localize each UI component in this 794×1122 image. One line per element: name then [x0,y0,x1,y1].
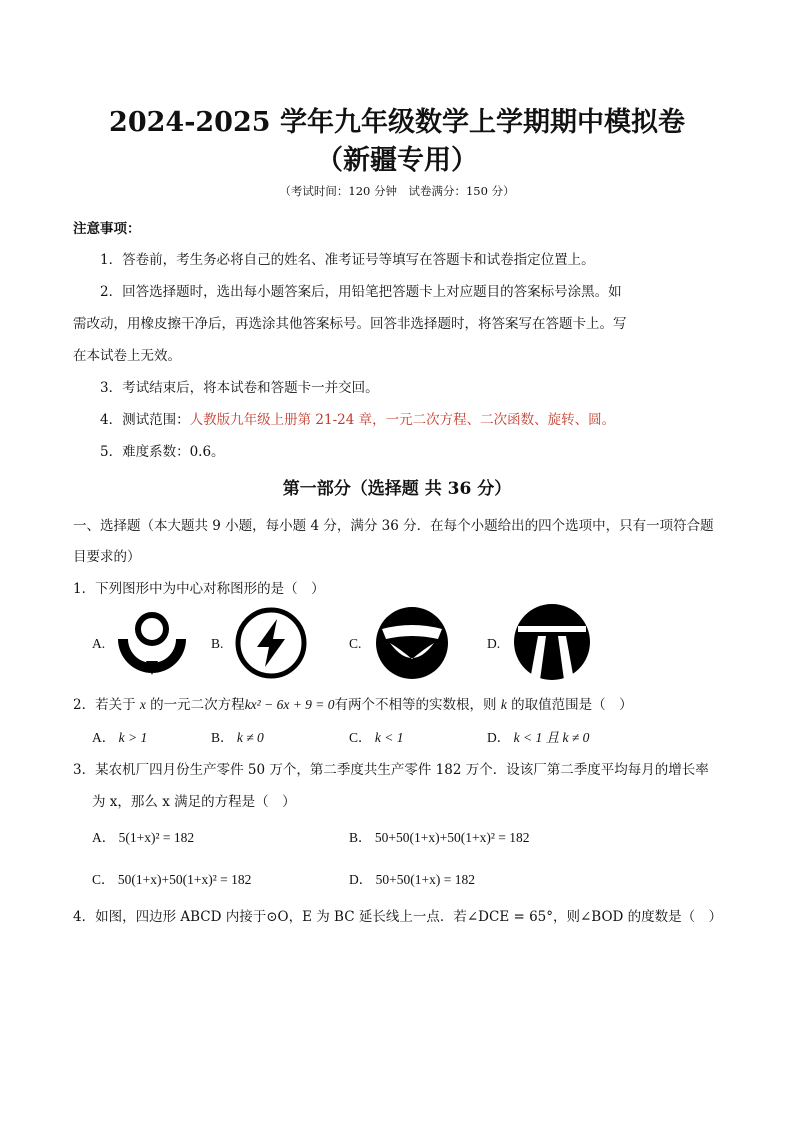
q2-option-c-value: k < 1 [374,730,404,745]
note-4-range: 人教版九年级上册第 21-24 章，一元二次方程、二次函数、旋转、圆。 [189,412,616,428]
section-intro-a: 一、选择题（本大题共 9 小题，每小题 4 分，满分 36 分．在每个小题给出的四个选项中，只有一项符合题 [73,518,714,534]
note-1: 1．答卷前，考生务必将自己的姓名、准考证号等填写在答题卡和试卷指定位置上。 [100,252,595,268]
q3-option-b [349,826,530,846]
q1-label-a: A. [92,636,106,651]
q2-option-d [487,726,589,746]
q4-stem: 4．如图，四边形 ABCD 内接于⊙O，E 为 BC 延长线上一点．若∠DCE = 65°，则∠BOD 的度数是（ ） [73,909,723,925]
note-5: 5．难度系数：0.6。 [100,444,225,460]
page-title: 2024-2025 学年九年级数学上学期期中模拟卷 [109,107,685,138]
q2-option-b [211,726,264,746]
q3-option-a-value: 5(1+x)² = 182 [118,830,195,845]
q1-stem: 1．下列图形中为中心对称图形的是（ ） [73,581,325,597]
q2-option-a-label: A． [92,730,116,745]
q3-option-b-value: 50+50(1+x)+50(1+x)² = 182 [374,830,530,845]
q2-option-c [349,726,404,746]
q3-option-d-label: D． [349,872,373,887]
q2-option-a [92,726,147,746]
q3-option-c-value: 50(1+x)+50(1+x)² = 182 [117,872,252,887]
q1-label-d: D. [487,636,501,651]
q1-label-b: B. [211,636,224,651]
q2-var-x: x [139,697,146,712]
note-4 [100,408,615,428]
q2-var-k: k [500,697,507,712]
q3-option-d-value: 50+50(1+x) = 182 [375,872,475,887]
gate-circle-icon [510,602,594,682]
exam-info: （考试时间：120 分钟 试卷满分：150 分） [279,184,515,198]
q3-stem-a: 3．某农机厂四月份生产零件 50 万个，第二季度共生产零件 182 万个．设该厂第二季度平均每月的增长率 [73,762,709,778]
note-2c: 在本试卷上无效。 [73,348,181,364]
page-subtitle: （新疆专用） [316,145,478,176]
section-intro-b: 目要求的） [73,549,141,565]
q2-stem-mid2: 有两个不相等的实数根，则 [334,697,501,713]
q2-stem-post: 的取值范围是（ ） [506,697,633,713]
note-2b: 需改动，用橡皮擦干净后，再选涂其他答案标号。回答非选择题时，将答案写在答题卡上。写 [73,316,627,332]
q2-option-a-value: k > 1 [118,730,148,745]
q1-label-c: C. [349,636,362,651]
q2-stem-pre: 2．若关于 [73,697,140,713]
q3-option-d [349,868,475,888]
notes-heading: 注意事项： [73,221,141,237]
q2-stem-mid: 的一元二次方程 [145,697,245,713]
q2-option-d-label: D． [487,730,511,745]
q3-stem-b: 为 x，那么 x 满足的方程是（ ） [92,794,296,810]
q2-stem [73,693,633,713]
emblem-icon [114,605,190,681]
leaf-circle-icon [372,603,452,683]
note-3: 3．考试结束后，将本试卷和答题卡一并交回。 [100,380,379,396]
section-title: 第一部分（选择题 共 36 分） [282,479,512,499]
note-4-prefix: 4．测试范围： [100,412,190,428]
q2-option-b-value: k ≠ 0 [236,730,264,745]
q3-option-a [92,826,194,846]
note-2a: 2．回答选择题时，选出每小题答案后，用铅笔把答题卡上对应题目的答案标号涂黑。如 [100,284,622,300]
q3-option-c-label: C． [92,872,115,887]
q2-option-d-value: k < 1 且 k ≠ 0 [513,730,590,745]
lightning-circle-icon [233,605,309,681]
q3-option-b-label: B． [349,830,372,845]
q2-equation: kx² − 6x + 9 = 0 [244,697,335,712]
q3-option-a-label: A． [92,830,116,845]
q2-option-b-label: B． [211,730,234,745]
q3-option-c [92,868,251,888]
q2-option-c-label: C． [349,730,372,745]
